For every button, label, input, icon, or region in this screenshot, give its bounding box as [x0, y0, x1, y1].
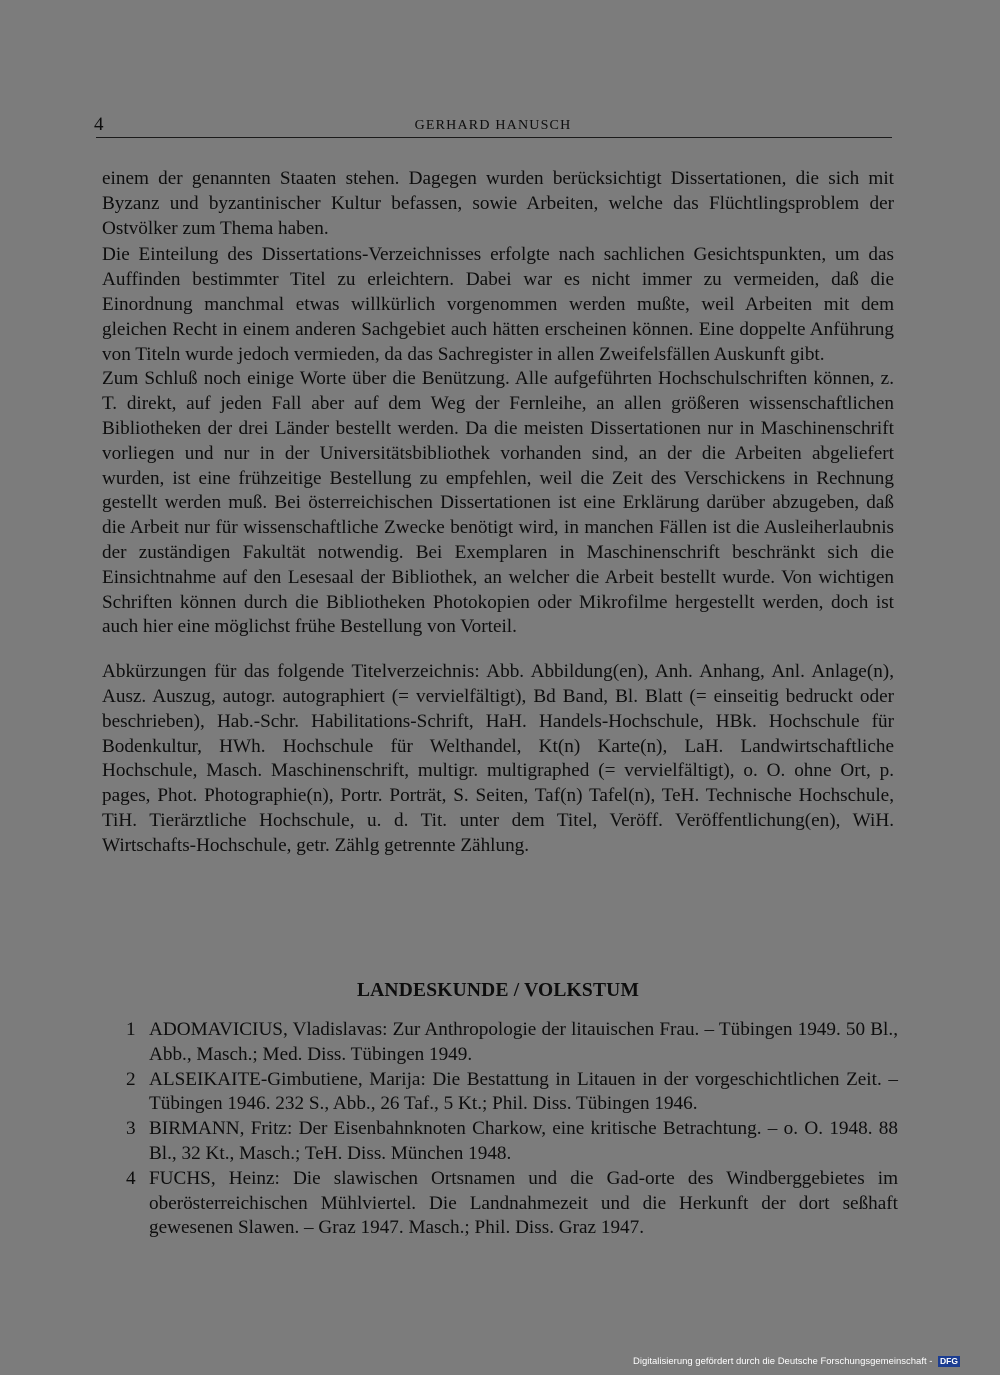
bibliography-entry — [102, 1018, 898, 1068]
entry-text: ADOMAVICIUS, Vladislavas: Zur Anthropologie der litauischen Frau. – Tübingen 1949. 50 Bl., Abb., Masch.; Med. Diss. Tübingen 1949. — [149, 1019, 898, 1065]
paragraph: Die Einteilung des Dissertations-Verzeichnisses erfolgte nach sachlichen Gesichtspunkten, um das Auffinden bestimmter Titel zu erleichtern. Dabei war es nicht immer zu vermeiden, daß die Einordnung manchmal etwas willkürlich vorgenommen werden mußte, weil Arbeiten mit dem gleichen Recht in einem anderen Sachgebiet auch hätten erscheinen können. Eine doppelte Anführung von Titeln wurde jedoch vermieden, da das Sachregister in allen Zweifelsfällen Auskunft gibt. — [102, 244, 894, 365]
header-rule — [96, 137, 892, 138]
entry-number: 3 — [126, 1118, 136, 1140]
footer-text: Digitalisierung gefördert durch die Deutsche Forschungsgemeinschaft - — [633, 1356, 933, 1368]
bibliography-entry — [102, 1117, 898, 1167]
entry-text: ALSEIKAITE-Gimbutiene, Marija: Die Bestattung in Litauen in der vorgeschichtlichen Zeit. – Tübingen 1946. 232 S., Abb., 26 Taf., 5 Kt.; Phil. Diss. Tübingen 1946. — [149, 1068, 898, 1115]
entry-number: 1 — [126, 1019, 136, 1040]
page-number: 4 — [94, 114, 104, 135]
entry-text: BIRMANN, Fritz: Der Eisenbahnknoten Charkow, eine kritische Betrachtung. – o. O. 1948. 88 Bl., 32 Kt., Masch.; TeH. Diss. München 1948. — [149, 1118, 898, 1164]
entry-text: FUCHS, Heinz: Die slawischen Ortsnamen und die Gad-orte des Windberggebietes im oberösterreichischen Mühlviertel. Die Landnahmezeit und die Herkunft der dort seßhaft gewesenen Slawen. – Graz 1947. Masch.; Phil. Diss. Graz 1947. — [149, 1167, 898, 1239]
section-title: LANDESKUNDE / VOLKSTUM — [356, 980, 640, 1001]
entry-number: 2 — [126, 1068, 136, 1090]
running-title: GERHARD HANUSCH — [414, 118, 572, 133]
dfg-logo: DFG — [940, 1356, 958, 1366]
entry-number: 4 — [126, 1167, 136, 1189]
digitization-footer — [633, 1356, 960, 1367]
page-header — [94, 114, 892, 138]
bibliography-list — [102, 1018, 898, 1241]
paragraph: einem der genannten Staaten stehen. Dagegen wurden berücksichtigt Dissertationen, die sich mit Byzanz und byzantinischer Kultur befassen, sowie Arbeiten, welche das Flüchtlingsproblem der Ostvölker zum Thema haben. — [102, 168, 894, 239]
abbreviations-paragraph: Abkürzungen für das folgende Titelverzeichnis: Abb. Abbildung(en), Anh. Anhang, Anl. Anlage(n), Ausz. Auszug, autogr. autographiert (= vervielfältigt), Bd Band, Bl. Blatt (= einseitig bedruckt oder beschrieben), Hab.-Schr. Habilitations-Schrift, HaH. Handels-Hochschule, HBk. Hochschule für Bodenkultur, HWh. Hochschule für Welthandel, Kt(n) Karte(n), LaH. Landwirtschaftliche Hochschule, Masch. Maschinenschrift, multigr. multigraphed (= vervielfältigt), o. O. ohne Ort, p. pages, Phot. Photographie(n), Portr. Porträt, S. Seiten, Taf(n) Tafel(n), TeH. Technische Hochschule, TiH. Tierärztliche Hochschule, u. d. Tit. unter dem Titel, Veröff. Veröffentlichung(en), WiH. Wirtschafts-Hochschule, getr. Zählg getrennte Zählung. — [102, 661, 894, 856]
paragraph: Zum Schluß noch einige Worte über die Benützung. Alle aufgeführten Hochschulschriften können, z. T. direkt, auf jeden Fall aber auf dem Weg der Fernleihe, an allen größeren wissenschaftlichen Bibliotheken der drei Länder bestellt werden. Da die meisten Dissertationen nur in Maschinenschrift vorliegen und nur in der Universitätsbibliothek vorhanden sind, an der die Arbeiten abgeliefert wurden, ist eine frühzeitige Bestellung zu empfehlen, weil die Zeit des Verschickens in Rechnung gestellt werden muß. Bei österreichischen Dissertationen ist eine Erklärung darüber abzugeben, daß die Arbeit nur für wissenschaftliche Zwecke benötigt wird, in manchen Fällen ist die Ausleiherlaubnis der zuständigen Fakultät notwendig. Bei Exemplaren in Maschinenschrift beschränkt sich die Einsichtnahme auf den Lesesaal der Bibliothek, an welcher die Arbeit bestellt wurde. Von wichtigen Schriften können durch die Bibliotheken Photokopien oder Mikrofilme hergestellt werden, doch ist auch hier eine möglichst frühe Bestellung von Vorteil. — [102, 368, 894, 638]
bibliography-entry — [102, 1167, 898, 1241]
body-text — [102, 167, 894, 859]
bibliography-entry — [102, 1068, 898, 1118]
